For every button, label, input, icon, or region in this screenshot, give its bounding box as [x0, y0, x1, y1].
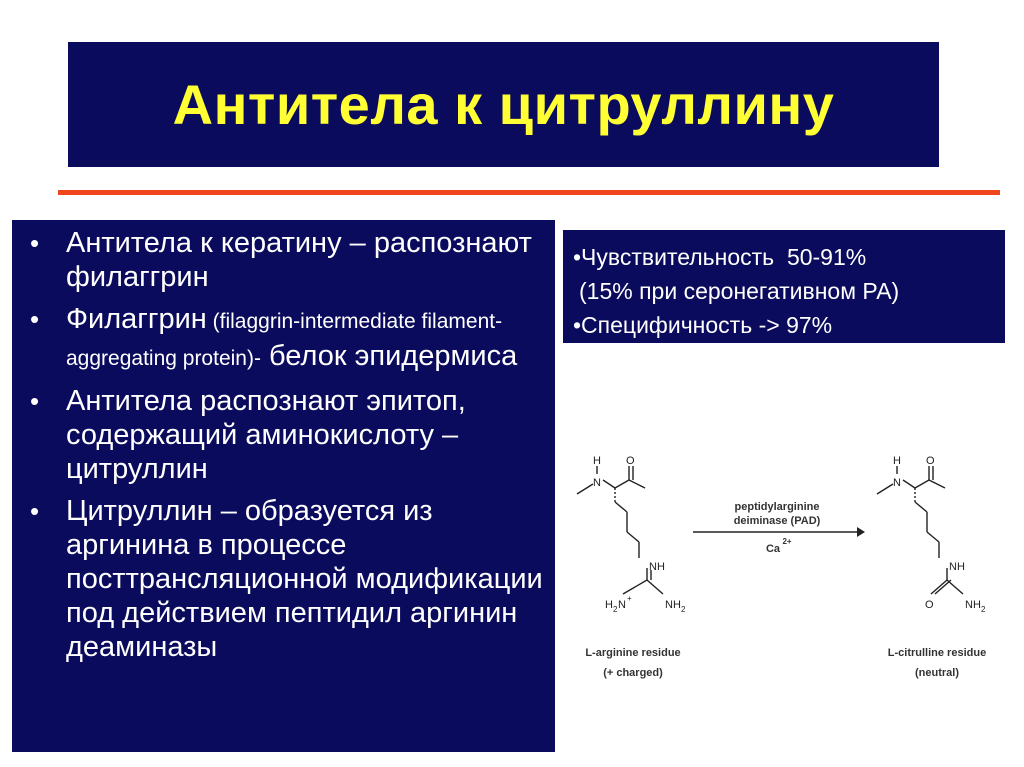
- bullet-item: [26, 302, 545, 376]
- bullet-list: [26, 226, 545, 664]
- arginine-label: L-arginine residue: [585, 647, 681, 659]
- seronegative-line: (15% при серонегативном РА): [579, 278, 900, 304]
- enzyme-label-1: peptidylarginine: [734, 501, 820, 513]
- atom-plus: +: [627, 594, 632, 603]
- bullet-text: Антитела к кератину – распознают филаггрин: [66, 227, 532, 293]
- cofactor-charge: 2+: [782, 537, 792, 546]
- divider-line: [58, 190, 1000, 195]
- slide-title: Антитела к цитруллину: [172, 73, 835, 136]
- atom-nh: NH: [949, 561, 965, 573]
- atom-nh: NH: [649, 561, 665, 573]
- citrulline-label: L-citrulline residue: [887, 647, 987, 659]
- bullet-text: Цитруллин – образуется из аргинина в процессе посттрансляционной модификации под действием пептидил аргинин деаминазы: [66, 495, 543, 663]
- bullet-mark: •: [30, 304, 40, 334]
- atom-o: O: [925, 599, 934, 611]
- atom-sub: 2: [681, 605, 686, 614]
- atom-sub: 2: [613, 605, 618, 614]
- atom-nh2: NH: [665, 599, 681, 611]
- arrow-head: [857, 527, 865, 537]
- atom-o: O: [926, 455, 935, 467]
- enzyme-label-2: deiminase (PAD): [733, 515, 821, 527]
- citrulline-charge-label: (neutral): [915, 667, 959, 679]
- sensitivity-line: •Чувствительность 50-91%: [573, 244, 867, 270]
- specificity-line: •Специфичность -> 97%: [573, 312, 833, 338]
- bullet-mark: •: [30, 496, 40, 526]
- atom-sub: 2: [981, 605, 986, 614]
- atom-h: H: [593, 455, 601, 467]
- atom-n: N: [893, 477, 901, 489]
- bullet-lead: Филаггрин: [66, 303, 207, 335]
- arginine-charge-label: (+ charged): [603, 667, 663, 679]
- bullet-mark: •: [30, 228, 40, 258]
- bullet-item: [26, 494, 545, 664]
- bullet-item: [26, 226, 545, 294]
- bullet-tail: белок эпидермиса: [260, 340, 518, 372]
- stats-panel: [563, 230, 1005, 343]
- reaction-diagram: [565, 430, 1005, 700]
- bullet-text: Антитела распознают эпитоп, содержащий аминокислоту – цитруллин: [66, 385, 466, 485]
- bullet-mark: •: [30, 386, 40, 416]
- atom-o: O: [626, 455, 635, 467]
- atom-n: N: [593, 477, 601, 489]
- title-banner: [68, 42, 939, 167]
- bullets-panel: [12, 220, 555, 752]
- bullet-item: [26, 384, 545, 486]
- atom-h2n: H: [605, 599, 613, 611]
- atom-nh2: NH: [965, 599, 981, 611]
- atom-h2n-n: N: [618, 599, 626, 611]
- cofactor-label: Ca: [765, 543, 781, 555]
- bullet-small-text: (filaggrin-intermediate filament-aggregating protein)-: [66, 310, 503, 370]
- atom-h: H: [893, 455, 901, 467]
